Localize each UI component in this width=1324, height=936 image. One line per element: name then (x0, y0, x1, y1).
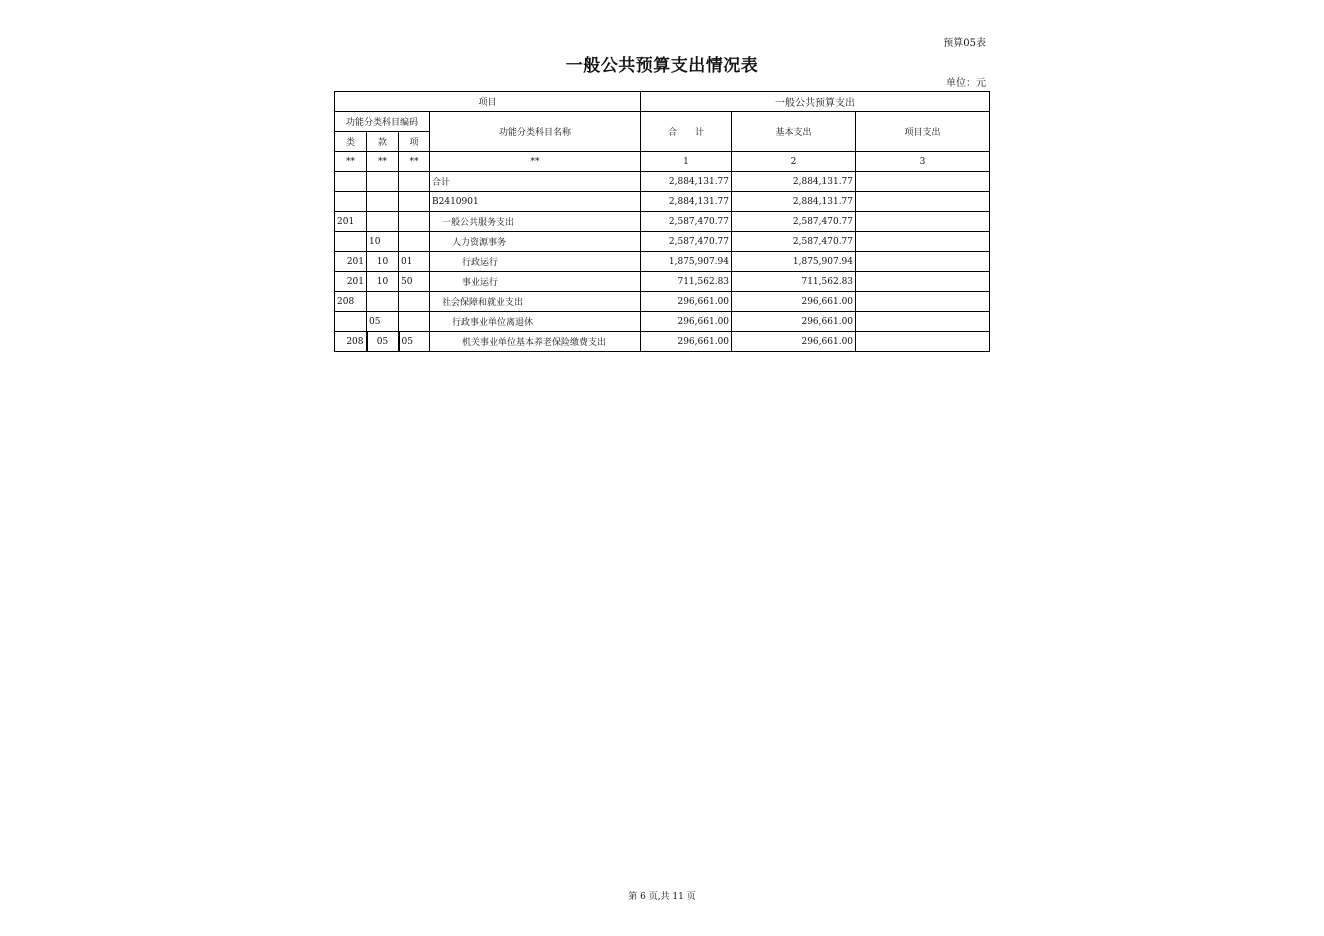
unit-label: 单位：元 (946, 78, 986, 89)
index-basic: 2 (732, 152, 856, 172)
row-lei (335, 232, 367, 252)
table-row (335, 172, 990, 192)
row-kuan (367, 192, 399, 212)
row-name: 人力资源事务 (430, 232, 641, 252)
row-kuan (367, 212, 399, 232)
row-xiang (399, 192, 430, 212)
row-kuan (367, 172, 399, 192)
row-total: 296,661.00 (641, 332, 732, 352)
row-project (856, 192, 990, 212)
row-basic: 711,562.83 (732, 272, 856, 292)
row-total: 296,661.00 (641, 292, 732, 312)
row-name: 合计 (430, 172, 641, 192)
header-func-code: 功能分类科目编码 (335, 112, 430, 132)
row-project (856, 272, 990, 292)
row-basic: 296,661.00 (732, 292, 856, 312)
table-row (335, 232, 990, 252)
row-lei: 201 (335, 252, 367, 272)
row-name: 行政事业单位离退休 (430, 312, 641, 332)
table-row (335, 212, 990, 232)
row-kuan: 05 (367, 312, 399, 332)
header-func-name: 功能分类科目名称 (430, 112, 641, 152)
table-row (335, 272, 990, 292)
row-kuan: 10 (367, 272, 399, 292)
row-kuan: 05 (367, 332, 399, 352)
table-row (335, 252, 990, 272)
row-total: 2,587,470.77 (641, 232, 732, 252)
row-name: 行政运行 (430, 252, 641, 272)
header-project: 项目支出 (856, 112, 990, 152)
row-total: 2,884,131.77 (641, 172, 732, 192)
header-general-budget: 一般公共预算支出 (641, 92, 990, 112)
header-basic: 基本支出 (732, 112, 856, 152)
table-row (335, 192, 990, 212)
header-lei: 类 (335, 132, 367, 152)
form-code: 预算05表 (943, 38, 986, 49)
row-project (856, 312, 990, 332)
row-project (856, 212, 990, 232)
row-lei: 201 (335, 212, 367, 232)
row-xiang: 05 (399, 332, 430, 352)
row-total: 1,875,907.94 (641, 252, 732, 272)
row-xiang (399, 172, 430, 192)
row-total: 296,661.00 (641, 312, 732, 332)
row-lei: 201 (335, 272, 367, 292)
row-project (856, 252, 990, 272)
row-name: 社会保障和就业支出 (430, 292, 641, 312)
row-lei: 208 (335, 332, 367, 352)
row-project (856, 332, 990, 352)
index-kuan: ** (367, 152, 399, 172)
page-footer: 第 6 页,共 11 页 (628, 892, 696, 902)
row-name: 一般公共服务支出 (430, 212, 641, 232)
row-basic: 296,661.00 (732, 312, 856, 332)
table-row (335, 332, 990, 352)
table-row (335, 292, 990, 312)
row-kuan: 10 (367, 232, 399, 252)
header-item: 项目 (335, 92, 641, 112)
header-total: 合 计 (641, 112, 732, 152)
table-row (335, 312, 990, 332)
row-basic: 1,875,907.94 (732, 252, 856, 272)
row-project (856, 292, 990, 312)
row-xiang (399, 292, 430, 312)
row-basic: 2,884,131.77 (732, 192, 856, 212)
row-lei (335, 312, 367, 332)
row-project (856, 172, 990, 192)
row-total: 711,562.83 (641, 272, 732, 292)
row-xiang: 50 (399, 272, 430, 292)
row-xiang: 01 (399, 252, 430, 272)
row-project (856, 232, 990, 252)
row-name: 事业运行 (430, 272, 641, 292)
row-kuan (367, 292, 399, 312)
row-lei: 208 (335, 292, 367, 312)
row-basic: 2,587,470.77 (732, 212, 856, 232)
row-name: 机关事业单位基本养老保险缴费支出 (430, 332, 641, 352)
row-total: 2,884,131.77 (641, 192, 732, 212)
row-lei (335, 172, 367, 192)
row-total: 2,587,470.77 (641, 212, 732, 232)
row-basic: 2,587,470.77 (732, 232, 856, 252)
row-lei (335, 192, 367, 212)
row-xiang (399, 232, 430, 252)
header-xiang: 项 (399, 132, 430, 152)
page-title: 一般公共预算支出情况表 (565, 56, 759, 76)
index-project: 3 (856, 152, 990, 172)
budget-table (334, 91, 990, 352)
row-name: B2410901 (430, 192, 641, 212)
row-xiang (399, 212, 430, 232)
index-xiang: ** (399, 152, 430, 172)
row-basic: 296,661.00 (732, 332, 856, 352)
index-total: 1 (641, 152, 732, 172)
header-kuan: 款 (367, 132, 399, 152)
index-lei: ** (335, 152, 367, 172)
row-xiang (399, 312, 430, 332)
row-kuan: 10 (367, 252, 399, 272)
index-name: ** (430, 152, 641, 172)
row-basic: 2,884,131.77 (732, 172, 856, 192)
